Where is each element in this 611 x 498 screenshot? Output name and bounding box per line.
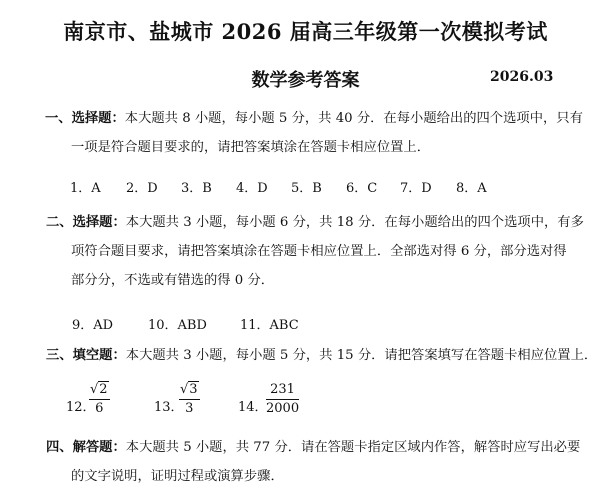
answer-14-label: 14．	[238, 400, 268, 415]
answer-13-radicand: 3	[189, 382, 198, 397]
page-title: 南京市、盐城市 2026 届高三年级第一次模拟考试	[63, 19, 548, 44]
section4-heading: 四、解答题：	[46, 440, 126, 455]
section4-instructions	[46, 433, 581, 491]
answer-12-radicand: 2	[99, 382, 108, 397]
section2-heading: 二、选择题：	[46, 215, 126, 230]
answer-12-label: 12．	[66, 400, 96, 415]
exam-date: 2026.03	[490, 69, 554, 85]
section2-line3: 部分分，不选或有错选的得 0 分．	[71, 273, 275, 288]
answer-13-fraction: $\frac{√3}{3}$	[180, 382, 198, 416]
answer-6: 6．C	[346, 181, 378, 196]
answer-13-denominator: 3	[185, 401, 194, 416]
answer-12-fraction: $\frac{√2}{6}$	[90, 382, 108, 416]
section1-line2: 一项是符合题目要求的，请把答案填涂在答题卡相应位置上．	[71, 140, 431, 155]
answer-8: 8．A	[456, 181, 487, 196]
answer-9: 9．AD	[72, 318, 114, 333]
section1-heading: 一、选择题：	[45, 111, 125, 126]
section2-line2: 项符合题目要求，请把答案填涂在答题卡相应位置上．全部选对得 6 分，部分选对得	[71, 244, 567, 259]
answer-10: 10．ABD	[148, 318, 207, 333]
section3-line1: 本大题共 3 小题，每小题 5 分，共 15 分．请把答案填写在答题卡相应位置上．	[125, 348, 598, 363]
section4-line1: 本大题共 5 小题，共 77 分．请在答题卡指定区域内作答，解答时应写出必要	[125, 440, 581, 455]
section3-instructions	[46, 341, 598, 370]
answer-13-label: 13．	[154, 400, 184, 415]
section4-line2: 的文字说明，证明过程或演算步骤．	[71, 469, 284, 484]
answer-3: 3．B	[181, 181, 212, 196]
answer-14-numerator: 231	[266, 382, 299, 400]
answer-7: 7．D	[400, 181, 432, 196]
answer-2: 2．D	[126, 181, 158, 196]
answer-14-denominator: 2000	[266, 401, 300, 416]
answer-5: 5．B	[291, 181, 322, 196]
answer-1: 1．A	[70, 181, 101, 196]
section3-heading: 三、填空题：	[46, 348, 126, 363]
section2-line1: 本大题共 3 小题，每小题 6 分，共 18 分．在每小题给出的四个选项中，有多	[125, 215, 584, 230]
section1-instructions	[45, 104, 583, 162]
answer-4: 4．D	[236, 181, 268, 196]
section2-instructions	[46, 208, 584, 295]
section1-line1: 本大题共 8 小题，每小题 5 分，共 40 分．在每小题给出的四个选项中，只有	[124, 111, 583, 126]
page-subtitle: 数学参考答案	[251, 70, 360, 91]
answer-12-denominator: 6	[95, 401, 104, 416]
answer-14-fraction	[266, 382, 299, 418]
answer-11: 11．ABC	[240, 318, 299, 333]
